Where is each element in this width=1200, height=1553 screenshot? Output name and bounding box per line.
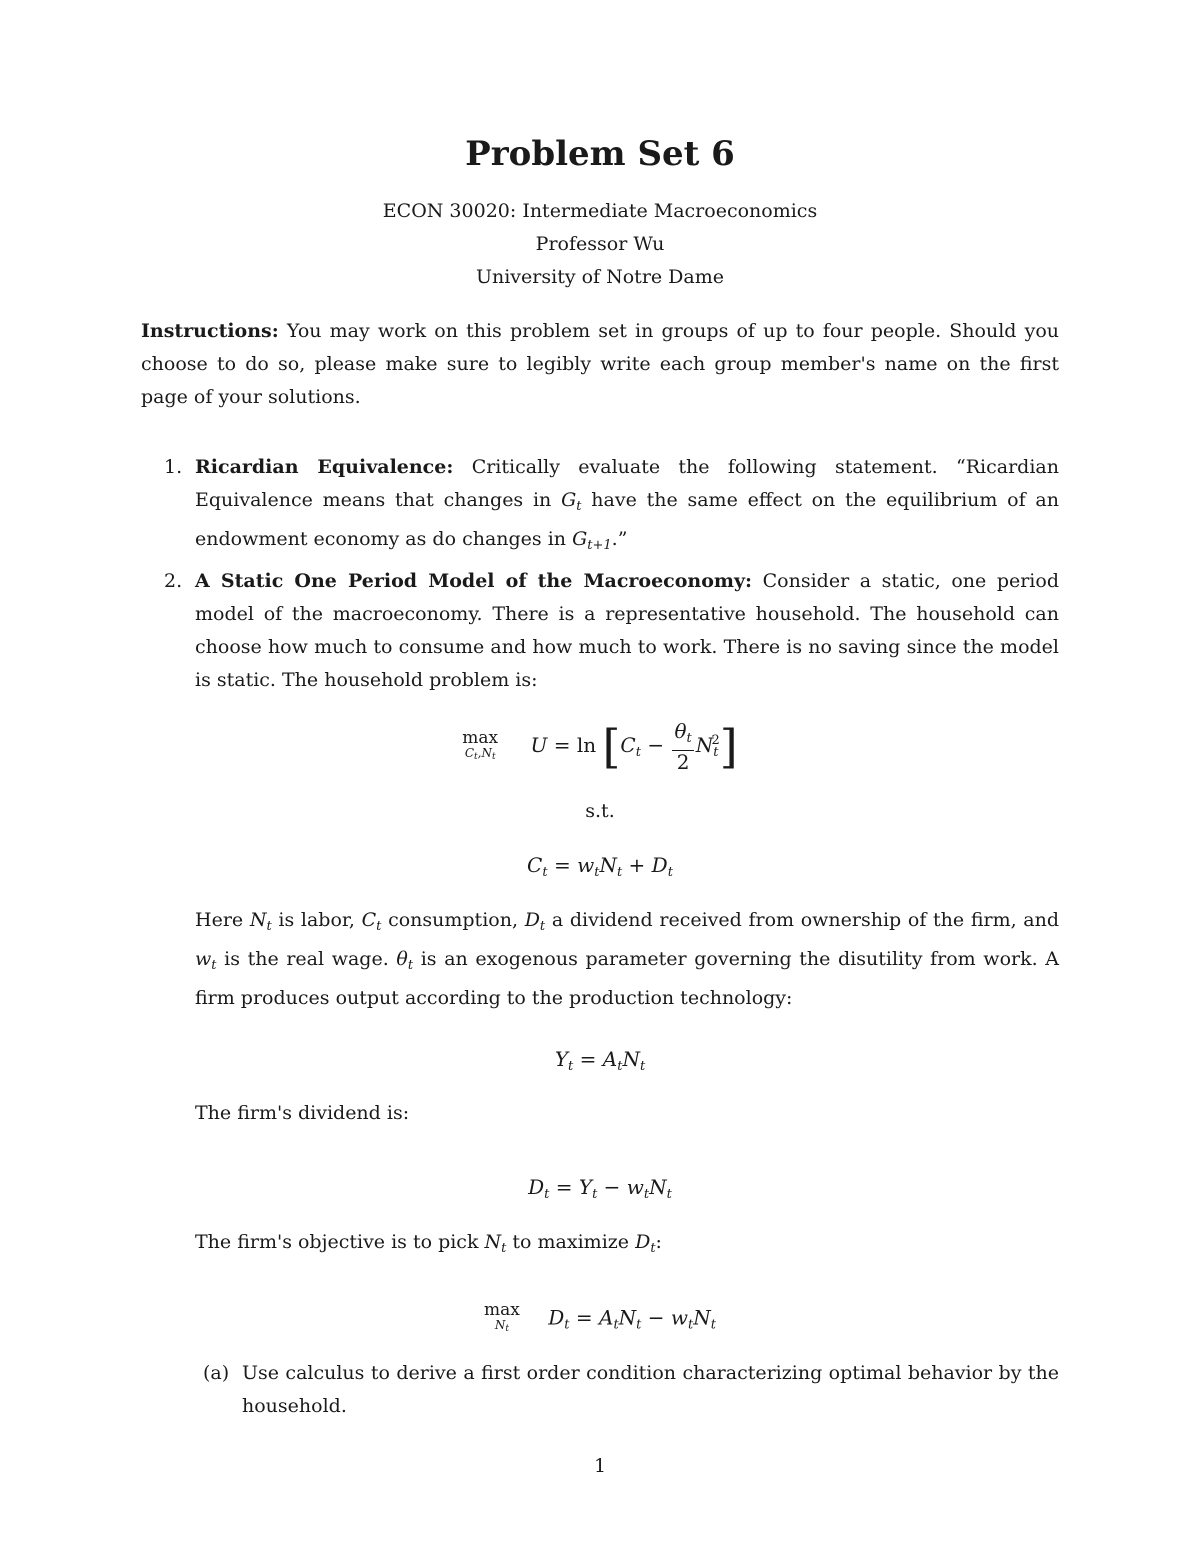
- problem-2-body: [195, 565, 1059, 697]
- professor-line: Professor Wu: [535, 233, 665, 255]
- problem-1-number: 1.: [164, 456, 183, 478]
- instructions-label: Instructions:: [141, 320, 279, 342]
- ln-operator: ln: [576, 733, 597, 757]
- such-that-label: s.t.: [585, 800, 615, 822]
- variable-definitions: Here $N_t$ is labor, $C_t$ consumption, $D_t$ a dividend received from ownership of the firm, and $w_t$ is the real wage. $\theta_t$ is an exogenous parameter governing the disutility from work. A firm produces output according to the production technology:: [195, 909, 1060, 1009]
- household-objective-equation: max $C_t,N_t$ $U = \ln [C_t$ − $\frac{\theta_t}{2}$ $N_t^2$]: [462, 719, 738, 774]
- dividend-equation: $D_t = Y_t - w_tN_t$: [528, 1175, 672, 1202]
- problem-2-number: 2.: [164, 570, 183, 592]
- production-function-equation: $Y_t = A_tN_t$: [554, 1047, 646, 1074]
- problem-2-text: Consider a static, one period model of the macroeconomy. There is a representative household. The household can choose how much to consume and how much to work. There is no saving since the model is static. The household problem is:: [195, 570, 1059, 691]
- problem-1-body: [195, 451, 1059, 562]
- subpart-a-label: (a): [203, 1362, 230, 1384]
- max-operator: max $C_t,N_t$: [462, 727, 499, 762]
- problem-1: [164, 451, 1059, 562]
- firm-objective-equation: max $N_t$ $D_t = A_tN_t - w_tN_t$: [484, 1300, 716, 1334]
- problem-1-text-b: have the same effect on the equilibrium of an endowment economy as do changes in: [195, 489, 1059, 550]
- problem-1-text-c: .”: [611, 528, 628, 550]
- math-g-t: $G_t$: [561, 489, 582, 514]
- page-number: 1: [593, 1455, 607, 1477]
- subpart-a: [203, 1357, 1059, 1423]
- max-operator-firm: max $N_t$: [484, 1300, 520, 1334]
- page-title: Problem Set 6: [465, 134, 735, 174]
- instructions: [141, 315, 1059, 414]
- dividend-intro: The firm's dividend is:: [195, 1102, 410, 1124]
- course-line: ECON 30020: Intermediate Macroeconomics: [382, 200, 818, 222]
- problem-2-heading: A Static One Period Model of the Macroeconomy:: [195, 570, 753, 592]
- university-line: University of Notre Dame: [475, 266, 725, 288]
- math-g-t-plus-1: $G_{t+1}$: [572, 528, 612, 553]
- firm-objective-intro: The firm's objective is to pick $N_t$ to maximize $D_t$:: [195, 1231, 662, 1256]
- problem-1-text-a: Critically evaluate the following statement. “Ricardian Equivalence means that changes in: [195, 456, 1059, 511]
- subpart-a-text: Use calculus to derive a first order condition characterizing optimal behavior by the household.: [242, 1362, 1059, 1417]
- instructions-text: You may work on this problem set in groups of up to four people. Should you choose to do so, please make sure to legibly write each group member's name on the first page of your solutions.: [141, 320, 1059, 408]
- budget-constraint-equation: $C_t = w_tN_t + D_t$: [527, 853, 673, 880]
- problem-1-heading: Ricardian Equivalence:: [195, 456, 454, 478]
- problem-2: [164, 565, 1059, 697]
